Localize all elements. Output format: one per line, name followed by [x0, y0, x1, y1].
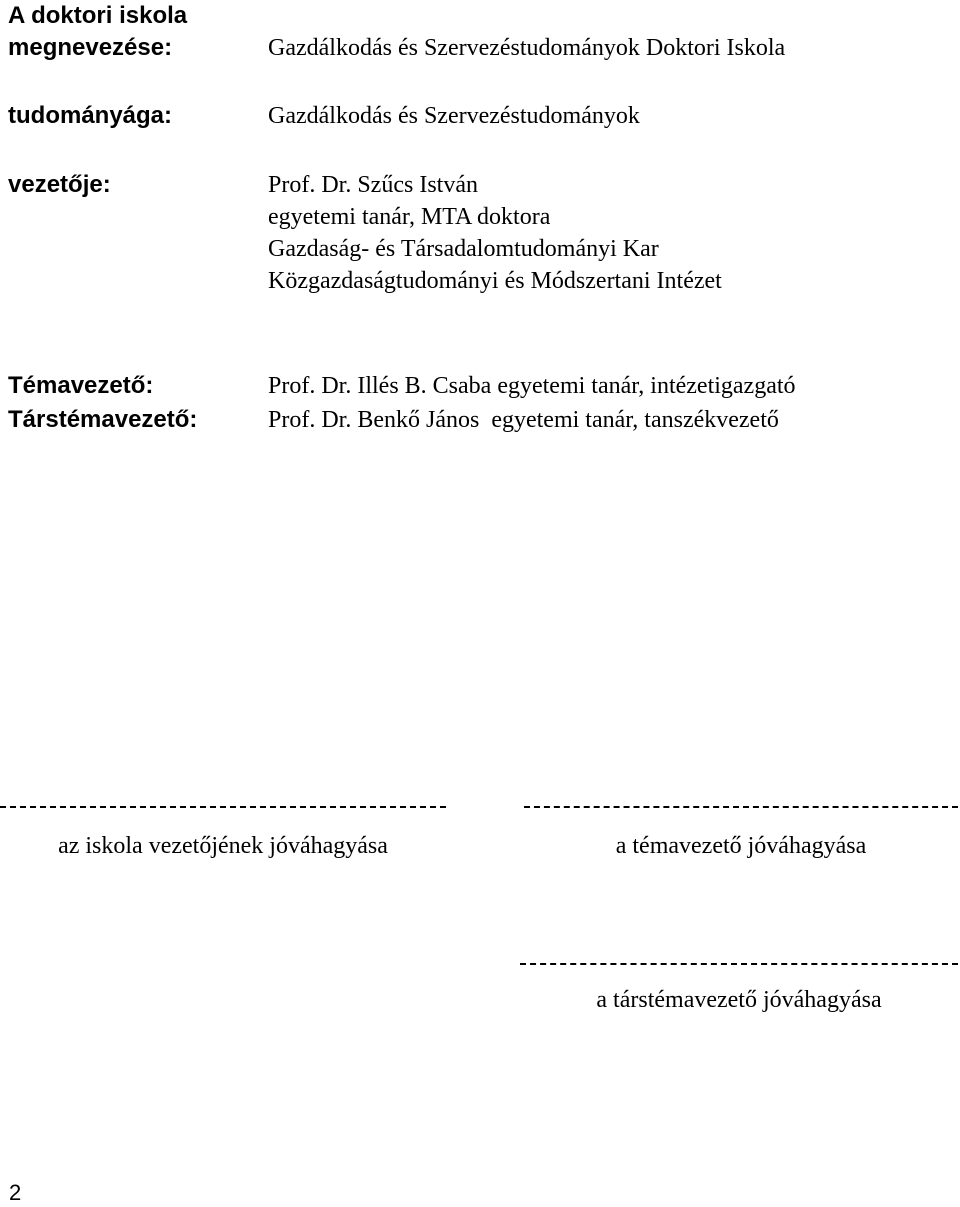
supervisor-label: Témavezető: — [8, 372, 154, 399]
signature-line-co-supervisor — [520, 963, 958, 965]
page-number: 2 — [9, 1180, 22, 1205]
field-label: tudományága: — [8, 102, 173, 129]
school-name-label-line1: A doktori iskola — [8, 2, 188, 29]
signature-caption-school-head: az iskola vezetőjének jóváhagyása — [58, 833, 388, 859]
co-supervisor-value: Prof. Dr. Benkő János egyetemi tanár, tanszékvezető — [268, 407, 779, 433]
field-value: Gazdálkodás és Szervezéstudományok — [268, 103, 640, 129]
school-name-label-line2: megnevezése: — [8, 34, 173, 61]
head-info — [268, 169, 722, 297]
signature-line-school-head — [0, 806, 446, 808]
head-title: egyetemi tanár, MTA doktora — [268, 204, 551, 230]
signature-caption-supervisor: a témavezető jóváhagyása — [615, 833, 867, 859]
co-supervisor-label: Társtémavezető: — [8, 406, 198, 433]
head-label: vezetője: — [8, 171, 111, 198]
school-name-value: Gazdálkodás és Szervezéstudományok Doktori Iskola — [268, 35, 786, 61]
supervisor-value: Prof. Dr. Illés B. Csaba egyetemi tanár, intézetigazgató — [268, 373, 796, 399]
signature-caption-co-supervisor: a társtémavezető jóváhagyása — [596, 987, 882, 1013]
head-name: Prof. Dr. Szűcs István — [268, 172, 478, 198]
signature-line-supervisor — [524, 806, 958, 808]
head-institute: Közgazdaságtudományi és Módszertani Intézet — [268, 268, 722, 294]
head-faculty: Gazdaság- és Társadalomtudományi Kar — [268, 236, 659, 262]
